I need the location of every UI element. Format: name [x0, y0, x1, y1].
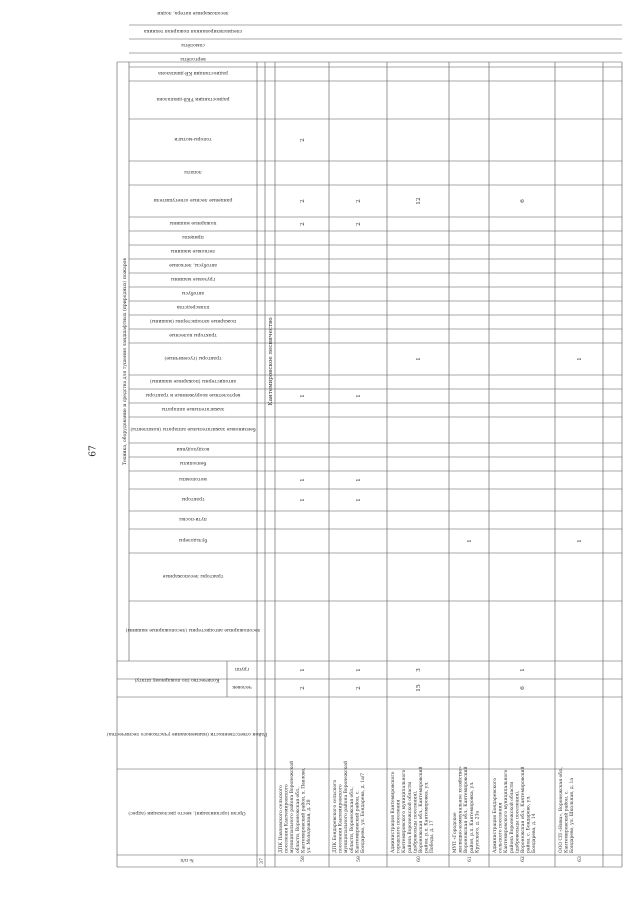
- equipment-count: 1: [356, 478, 362, 482]
- row-groups: 1: [300, 668, 306, 672]
- row-organization-line: Бондарево, ул. Бондарева, д. 1а/7: [361, 772, 366, 853]
- equipment-header: пожарные автоцистерны (машины): [149, 318, 237, 323]
- equipment-header: лесопожарные автоцистерны (лесопожарные машины): [125, 627, 261, 632]
- equipment-count: 1: [577, 357, 583, 361]
- equipment-header: пожарные машины: [169, 220, 217, 225]
- equipment-header: воздуходувки: [176, 446, 210, 451]
- row-number: 63: [578, 856, 583, 862]
- row-organization-line: ДПК Бондаревского сельского: [333, 779, 338, 853]
- row-groups: 1: [520, 668, 526, 672]
- equipment-count: 1: [300, 498, 306, 502]
- row-organization-line: район, р.п. Кантемировка, ул.: [469, 781, 475, 853]
- equipment-count: 2: [356, 199, 362, 203]
- equipment-header: ранцевые лесные огнетушители: [153, 197, 233, 202]
- equipment-count: 1: [300, 394, 306, 398]
- groups-header: групп: [234, 666, 250, 671]
- equipment-header: грузовые машины: [170, 276, 216, 281]
- row-organization-line: сельского поселения: [498, 802, 504, 853]
- row-organization-line: (добровольцы поселения),: [413, 790, 419, 853]
- equipment-count: 2: [300, 199, 306, 203]
- equipment-header: топоры-мотыги: [174, 136, 212, 141]
- row-organization-line: района Воронежской области: [509, 781, 515, 853]
- page-number: 67: [88, 445, 99, 457]
- row-organization-line: городского поселения: [396, 799, 402, 853]
- row-number: 58: [301, 856, 306, 862]
- row-number: 60: [417, 856, 422, 862]
- equipment-count: 2: [300, 222, 306, 226]
- row-groups: 3: [416, 668, 422, 672]
- row-organization-line: Кантемировского муниципального: [402, 769, 408, 853]
- row-people: 2: [356, 686, 362, 690]
- organization-header: Орган (организация), место дислокации (адрес): [128, 810, 246, 815]
- equipment-count: 1: [416, 357, 422, 361]
- row-number: 62: [521, 856, 526, 862]
- personnel-header: Количество (по пожарному штату): [134, 677, 220, 682]
- row-organization-line: Кантемировский район, х. Павлово,: [301, 767, 307, 853]
- equipment-header: пути-посвы: [179, 516, 207, 521]
- equipment-header: радиостанции УКВ-диапазона: [156, 96, 230, 101]
- row-number: 61: [468, 856, 473, 862]
- row-organization-line: Кантемировский район, с.: [564, 790, 570, 853]
- equipment-table: [106, 10, 622, 867]
- equipment-header: тракторы колесные: [169, 332, 217, 337]
- row-groups: 1: [356, 668, 362, 672]
- equipment-header: бензиновые зажигательные аппараты (комплекты): [130, 426, 256, 431]
- row-organization-line: Воронежская обл., Кантемировский: [464, 766, 470, 853]
- equipment-header: автоцистерны (пожарные машины): [149, 378, 237, 383]
- row-people: 6: [520, 686, 526, 690]
- row-organization-line: ООО СП «Нива», Воронежская обл.,: [559, 766, 564, 853]
- row-organization-line: Крупского, д. 23а: [475, 810, 481, 853]
- row-organization-line: жилищно-коммунальное хозяйство»: [458, 766, 464, 853]
- region-header: Район ответственности (наименование участкового лесничества): [106, 731, 268, 736]
- row-organization-line: Кантемировского муниципального: [504, 769, 510, 853]
- row-organization-line: ул. Молодежная, д. 28: [307, 799, 312, 853]
- row-organization-line: Администрация Кантемировского: [391, 771, 396, 853]
- row-people: 2: [300, 686, 306, 690]
- row-organization-line: район, с. Бондарево, ул.: [526, 795, 532, 853]
- equipment-header: прицепы: [182, 234, 204, 239]
- equipment-count: 1: [356, 498, 362, 502]
- row-organization-line: Воронежская обл., Кантемировский: [521, 766, 526, 853]
- equipment-header: бензопилы: [179, 460, 207, 465]
- equipment-count: 1: [577, 539, 583, 543]
- row-organization-line: поселения Кантемировского: [284, 784, 290, 853]
- equipment-header: тракторы лесопожарные: [162, 573, 224, 578]
- equipment-group-title: Техника, оборудование и средства для тушения ландшафтных (природных) пожаров: [123, 258, 128, 465]
- row-organization-line: Кантемировский район, с.: [355, 790, 361, 853]
- row-organization-line: Бондарево, ул. Школьная, д. 1а: [570, 777, 576, 853]
- row-organization-line: район, р.п. Кантемировка, ул.: [424, 781, 430, 853]
- column-number: 37: [260, 858, 265, 864]
- equipment-header: вертолёты: [180, 56, 206, 61]
- equipment-header: мотопомпы: [179, 476, 207, 481]
- equipment-count: 2: [356, 222, 362, 226]
- row-organization-line: района Воронежской области: [407, 781, 413, 853]
- equipment-header: лесопожарные катера, лодки: [157, 10, 229, 15]
- row-organization-line: (добровольцы поселения),: [515, 790, 521, 853]
- row-organization-line: области, Воронежская обл.,: [295, 786, 301, 853]
- equipment-header: самолёты: [181, 42, 205, 47]
- equipment-count: 6: [520, 199, 526, 203]
- row-organization-line: поселения Кантемировского: [338, 784, 344, 853]
- equipment-count: 2: [300, 138, 306, 142]
- equipment-header: автобусы: [181, 290, 205, 295]
- equipment-header: вертолетные вооруженные и тракторы: [145, 392, 241, 397]
- row-people: 15: [416, 684, 422, 692]
- row-organization-line: муниципального района Воронежской: [290, 760, 296, 853]
- row-organization-line: области, Воронежская обл.,: [349, 786, 355, 853]
- row-organization-line: Бондарева, д. 14: [532, 813, 538, 853]
- equipment-count: 12: [416, 197, 422, 205]
- equipment-header: плавсредства: [176, 304, 210, 309]
- equipment-count: 1: [467, 539, 473, 543]
- section-title: Кантемировское лесничество: [268, 317, 274, 406]
- equipment-header: зажигательные аппараты: [161, 406, 225, 411]
- row-number: 59: [357, 856, 362, 862]
- row-organization-line: ДПК Павловского сельского: [279, 785, 284, 853]
- equipment-header: тракторы (гусеничные): [164, 355, 222, 360]
- row-organization-line: Администрация Бондаревского: [493, 777, 498, 853]
- equipment-header: специализированная пожарная техника: [143, 28, 243, 33]
- row-organization-line: МУП «Городское: [453, 812, 458, 853]
- equipment-count: 1: [300, 478, 306, 482]
- equipment-header: бульдозеры: [178, 537, 208, 542]
- equipment-count: 1: [356, 394, 362, 398]
- equipment-header: лопаты: [184, 169, 202, 174]
- rotated-table-page: [106, 10, 622, 867]
- row-organization-line: Воронежская обл., Кантемировский: [419, 766, 424, 853]
- number-header: № п/п: [180, 857, 194, 862]
- row-organization-line: муниципального района Воронежской: [344, 760, 350, 853]
- people-header: человек: [232, 684, 252, 689]
- equipment-header: автобусы, легковые: [169, 262, 217, 267]
- row-organization-line: Победы, д. 17: [430, 820, 436, 853]
- equipment-header: радиостанции КВ-диапазона: [158, 70, 228, 75]
- equipment-header: легковые машины: [170, 248, 216, 253]
- equipment-header: тракторы: [181, 496, 205, 501]
